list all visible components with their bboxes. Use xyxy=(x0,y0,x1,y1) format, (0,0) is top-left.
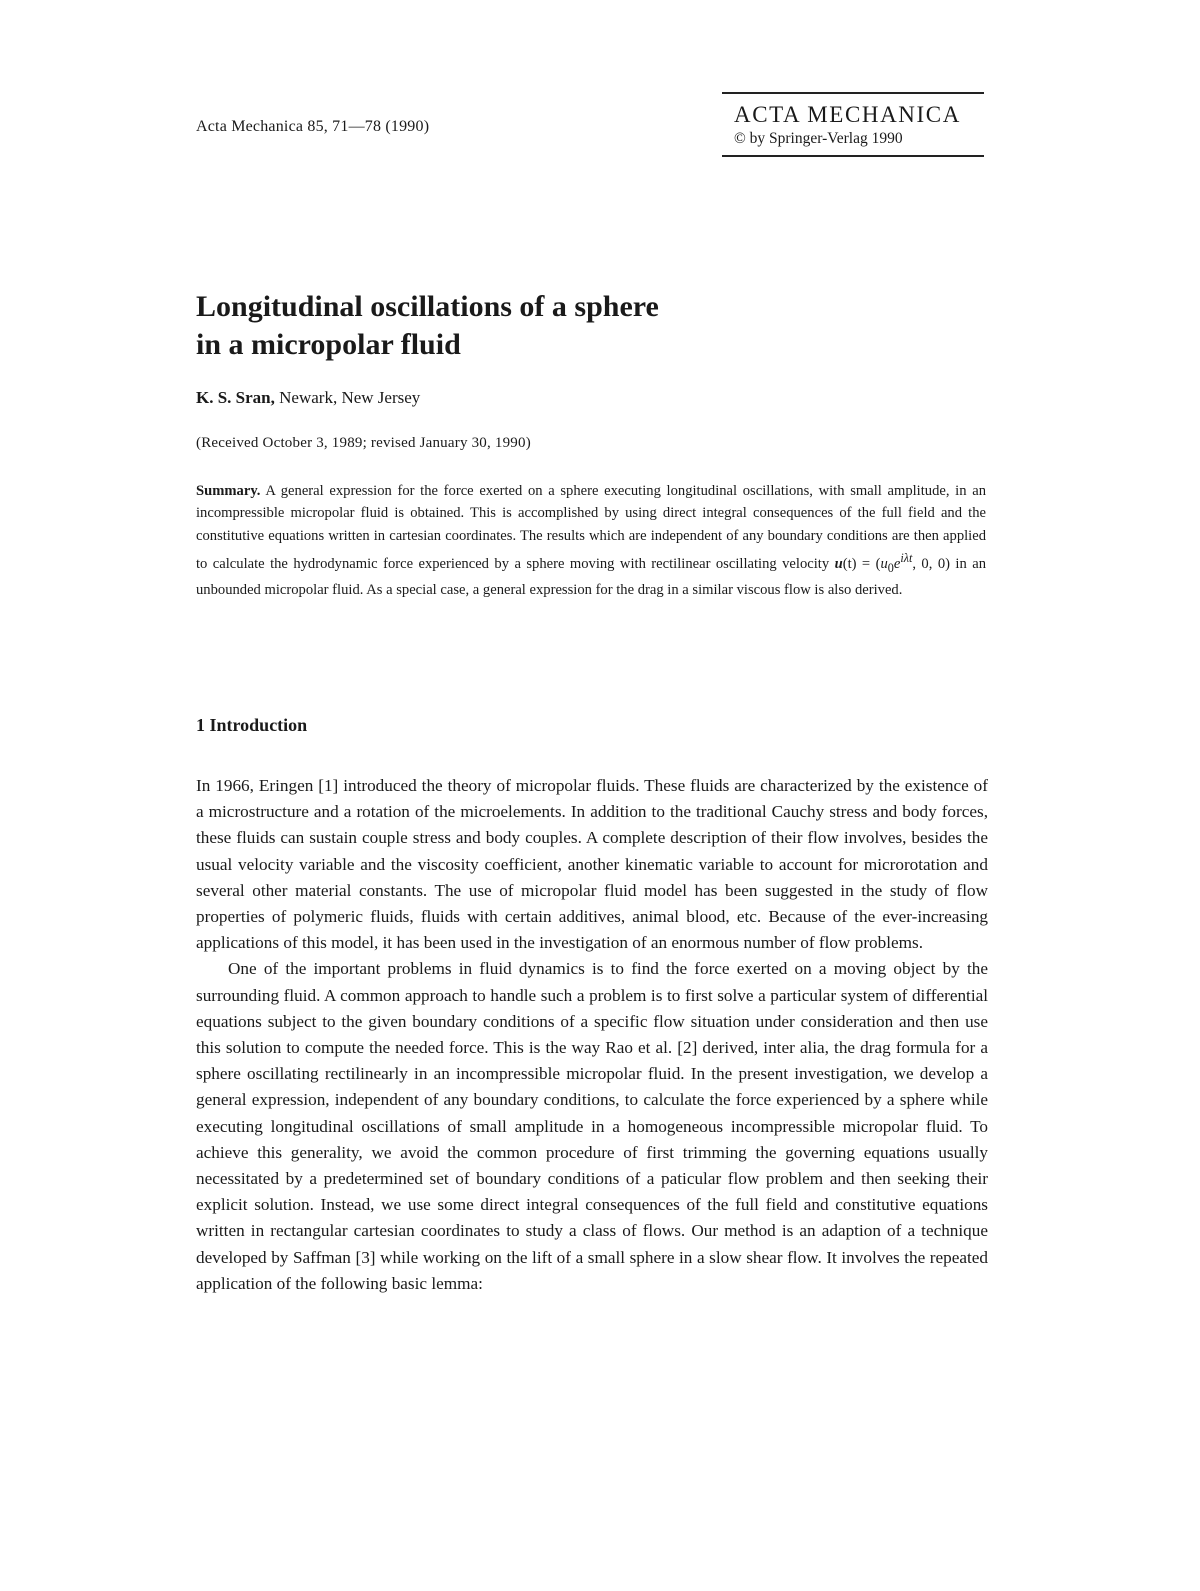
formula-exponent xyxy=(900,551,912,565)
title-line-2: in a micropolar fluid xyxy=(196,328,461,361)
summary-text-2: in an unbounded micropolar fluid. As a special case, a general expression for the drag in a similar viscous flow is also derived. xyxy=(196,555,986,598)
author-location: Newark, New Jersey xyxy=(274,388,421,407)
formula-t: (t) xyxy=(842,555,857,572)
journal-citation: Acta Mechanica 85, 71—78 (1990) xyxy=(196,118,430,135)
introduction-body xyxy=(196,773,988,1297)
formula-eq: = ( xyxy=(856,555,881,572)
paragraph-1: In 1966, Eringen [1] introduced the theory of micropolar fluids. These fluids are characterized by the existence of a microstructure and a rotation of the microelements. In addition to the traditional Cauchy stress and body forces, these fluids can sustain couple stress and body couples. A complete description of their flow involves, besides the usual velocity variable and the viscosity coefficient, another kinematic variable to account for microrotation and several other material constants. The use of micropolar fluid model has been suggested in the study of flow properties of polymeric fluids, fluids with certain additives, animal blood, etc. Because of the ever-increasing applications of this model, it has been used in the investigation of an enormous number of flow problems. xyxy=(196,776,988,953)
author-line xyxy=(196,388,420,408)
journal-masthead xyxy=(722,92,984,157)
article-title xyxy=(196,288,896,364)
summary-label: Summary. xyxy=(196,483,261,499)
received-dates: (Received October 3, 1989; revised January 30, 1990) xyxy=(196,435,531,451)
formula-sub-0: 0 xyxy=(887,560,894,575)
summary-text-1: A general expression for the force exerted on a sphere executing longitudinal oscillations, with small amplitude, in an incompressible micropolar fluid is obtained. This is accomplished by using direct integral consequences of the full field and the constitutive equations written in cartesian coordinates. The results which are independent of any boundary conditions are then applied to calculate the hydrodynamic force experienced by a sphere moving with rectilinear oscillating velocity xyxy=(196,483,986,572)
paragraph-2: One of the important problems in fluid dynamics is to find the force exerted on a moving object by the surrounding fluid. A common approach to handle such a problem is to first solve a particular system of differential equations subject to the given boundary conditions of a specific flow situation under consideration and then use this solution to compute the needed force. This is the way Rao et al. [2] derived, inter alia, the drag formula for a sphere oscillating rectilinearly in an incompressible micropolar fluid. In the present investigation, we develop a general expression, independent of any boundary conditions, to calculate the force experienced by a sphere while executing longitudinal oscillations of small amplitude in a homogeneous incompressible micropolar fluid. To achieve this generality, we avoid the common procedure of first trimming the governing equations usually necessitated by a predetermined set of boundary conditions of a paticular flow problem and then seeking their explicit solution. Instead, we use some direct integral consequences of the full field and constitutive equations written in rectangular cartesian coordinates to study a class of flows. Our method is an adaption of a technique developed by Saffman [3] while working on the lift of a small sphere in a slow shear flow. It involves the repeated application of the following basic lemma: xyxy=(196,959,988,1293)
formula-e: e xyxy=(893,555,901,572)
formula-rest: , 0, 0) xyxy=(912,555,950,572)
formula-u0: u xyxy=(880,555,888,572)
title-line-1: Longitudinal oscillations of a sphere xyxy=(196,290,659,323)
copyright-notice: © by Springer-Verlag 1990 xyxy=(734,130,903,147)
formula-exponent-text: iλt xyxy=(900,550,913,565)
formula-u: u xyxy=(834,555,843,572)
summary-abstract xyxy=(196,480,986,601)
journal-name: ACTA MECHANICA xyxy=(734,102,961,127)
author-name: K. S. Sran, xyxy=(196,388,275,407)
section-heading-introduction: 1 Introduction xyxy=(196,715,308,735)
velocity-formula xyxy=(834,550,950,575)
